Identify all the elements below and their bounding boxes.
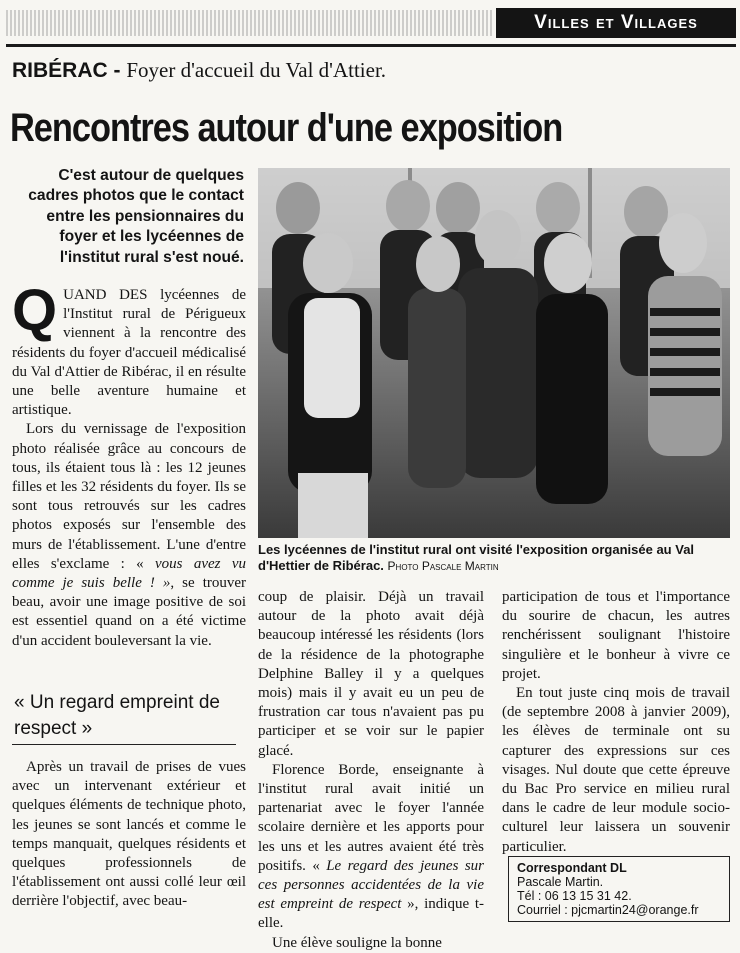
drop-cap: Q [12, 278, 58, 343]
correspondent-email: Courriel : pjcmartin24@orange.fr [517, 903, 699, 917]
col2-paragraph-2-end: », indique t-elle. [258, 896, 484, 932]
col2-paragraph-2-text: Florence Borde, enseignante à l'institut rural avait initié un partenariat avec le foyer l'année scolaire dernière et les apports pour les uns et les autres avaient été très positifs. « [258, 761, 484, 874]
news-photo [258, 168, 730, 538]
correspondent-name: Pascale Martin. [517, 875, 604, 889]
column-1 [12, 278, 247, 651]
paragraph-2 [12, 420, 246, 650]
kicker-subtitle: Foyer d'accueil du Val d'Attier. [126, 58, 387, 82]
subheading: « Un regard empreint de respect » [14, 692, 220, 739]
paragraph-1 [12, 278, 246, 420]
paragraph-2-quote: vous avez vu comme je suis belle ! » [12, 555, 246, 592]
column-3 [502, 588, 730, 857]
photo-credit: Photo Pascale Martin [387, 559, 499, 573]
col3-paragraph-1: participation de tous et l'importance du sourire de chacun, les autres renchérissent soulignant l'histoire singulière et le bonheur à vivre ce projet. [502, 589, 730, 682]
kicker-dash: - [107, 59, 127, 82]
correspondent-box [508, 856, 730, 922]
correspondent-phone: Tél : 06 13 15 31 42. [517, 889, 632, 903]
correspondent-title: Correspondant DL [517, 861, 627, 875]
col3-paragraph-2: En tout juste cinq mois de travail (de septembre 2008 à janvier 2009), les élèves de terminale ont su capturer des expressions sur ces visages. Nul doute que cette épreuve du Bac Pro service en milieu rural dans le cadre de leur module socio-culturel leur laissera un souvenir particulier. [502, 685, 730, 855]
col2-paragraph-1: coup de plaisir. Déjà un travail autour de la photo avait déjà beaucoup intéressé les résidents (lors de la résidence de la photographe Delphine Balley il y a quelques mois) mais il y avait eu un peu de frustration car tous n'avaient pas pu participer et se voir sur le papier glacé. [258, 589, 484, 759]
paragraph-1-text: UAND DES lycéennes de l'Institut rural de Périgueux viennent à la rencontre des résidents du foyer d'accueil médicalisé du Val d'Attier de Ribérac, il en résulte une belle aventure humaine et artistique. [12, 287, 246, 419]
column-1-lower [12, 758, 246, 912]
header-dotted-rule [6, 10, 494, 36]
section-tag: Villes et Villages [496, 8, 736, 38]
col2-paragraph-2 [258, 761, 484, 934]
caption-text: Les lycéennes de l'institut rural ont visité l'exposition organisée au Val d'Hettier de Ribérac. [258, 542, 695, 573]
subheading-rule [12, 744, 236, 745]
group-photo-illustration [258, 168, 730, 538]
paragraph-2-text: Lors du vernissage de l'exposition photo réalisée grâce au concours de tous, ils étaient tous là : les 12 jeunes filles et les 32 résidents du foyer. Ils se sont tous retrouvés sur les cadres photos exposés sur l'ensemble des murs de l'établissement. L'une d'entre elles s'exclame : « [12, 421, 246, 572]
kicker-place: RIBÉRAC [12, 59, 108, 82]
photo-caption [258, 542, 730, 574]
paragraph-3: Après un travail de prises de vues avec un intervenant extérieur et quelques éléments de technique photo, les jeunes se sont lancés et comme le temps manquait, quelques résidents et quelques professionnels de l'établissement ont aussi collé leur œil derrière l'objectif, avec beau- [12, 759, 246, 910]
header-divider [6, 44, 736, 47]
column-2 [258, 588, 484, 953]
headline: Rencontres autour d'une exposition [10, 106, 563, 150]
lead-paragraph: C'est autour de quelques cadres photos que le contact entre les pensionnaires du foyer et les lycéennes de l'institut rural s'est noué. [28, 167, 244, 266]
paragraph-2-text-end: , se trouver beau, avoir une image positive de soi est essentiel quand on a été victime d'un accident bouleversant la vie. [12, 575, 247, 649]
col2-paragraph-3: Une élève souligne la bonne [272, 934, 442, 951]
col2-quote: Le regard des jeunes sur ces personnes accidentées de la vie est empreint de respect [258, 857, 484, 913]
kicker [12, 58, 386, 83]
